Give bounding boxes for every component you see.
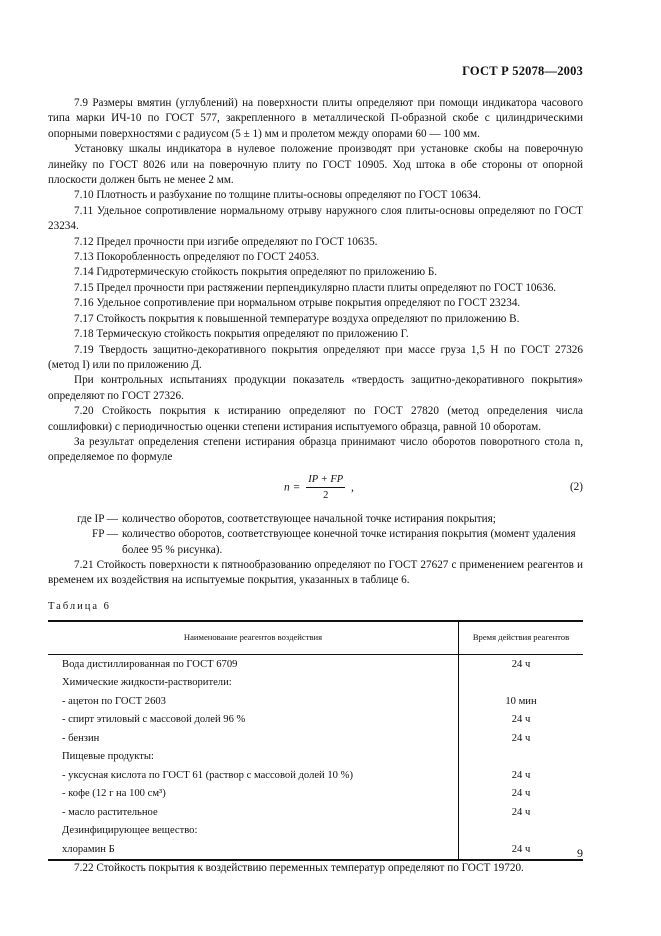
table-row xyxy=(48,766,583,785)
reagent-cell: Вода дистиллированная по ГОСТ 6709 xyxy=(48,655,459,674)
time-cell: 24 ч xyxy=(511,769,531,781)
formula-body xyxy=(284,472,354,504)
reagent-cell: - уксусная кислота по ГОСТ 61 (раствор с массовой долей 10 %) xyxy=(48,766,459,785)
paragraph: 7.22 Стойкость покрытия к воздействию переменных температур определяют по ГОСТ 19720. xyxy=(74,861,524,874)
paragraph: Установку шкалы индикатора в нулевое положение производят при установке скобы на поверочную линейку по ГОСТ 8026 или на поверочную плиту по ГОСТ 10905. Ход штока в обе стороны от опорной плоскости должен быть не менее 2 мм. xyxy=(48,143,583,187)
explanation-text: количество оборотов, соответствующее начальной точке истирания покрытия; xyxy=(122,512,496,525)
table-row xyxy=(48,711,583,730)
document-code: ГОСТ Р 52078—2003 xyxy=(462,64,583,78)
explanation-text: количество оборотов, соответствующее конечной точке истирания покрытия (момент удаления более 95 % рисунка). xyxy=(122,528,576,556)
paragraph: 7.15 Предел прочности при растяжении перпендикулярно пласти плиты определяют по ГОСТ 10636. xyxy=(74,281,557,294)
explanation-row xyxy=(48,512,583,527)
table-row xyxy=(48,803,583,822)
explanation-symbol: где IP — xyxy=(76,512,118,525)
paragraph: 7.19 Твердость защитно-декоративного покрытия определяют при массе груза 1,5 Н по ГОСТ 27326 (метод I) или по приложению Д. xyxy=(48,343,583,371)
table-row xyxy=(48,785,583,804)
reagent-cell: - кофе (12 г на 100 см³) xyxy=(48,785,459,804)
paragraph: 7.10 Плотность и разбухание по толщине плиты-основы определяют по ГОСТ 10634. xyxy=(74,189,481,202)
explanation-row xyxy=(48,527,583,558)
time-cell: 24 ч xyxy=(459,840,584,860)
column-header-reagent: Наименование реагентов воздействия xyxy=(48,621,459,655)
explanation-symbol: FP — xyxy=(91,528,118,541)
page-content xyxy=(48,96,583,876)
reagents-table xyxy=(48,620,583,861)
table-row xyxy=(48,692,583,711)
reagent-cell: Пищевые продукты: xyxy=(48,748,459,767)
formula-fraction xyxy=(306,472,345,504)
reagent-cell: - спирт этиловый с массовой долей 96 % xyxy=(48,711,459,730)
formula-tail: , xyxy=(351,481,354,494)
paragraph: 7.14 Гидротермическую стойкость покрытия определяют по приложению Б. xyxy=(74,266,438,279)
reagent-cell: Дезинфицирующее вещество: xyxy=(48,822,459,841)
time-cell: 24 ч xyxy=(511,714,531,726)
time-cell: 24 ч xyxy=(511,732,531,744)
table-row xyxy=(48,729,583,748)
time-cell xyxy=(459,822,584,841)
table-row xyxy=(48,674,583,693)
time-cell: 24 ч xyxy=(511,658,531,670)
table-row xyxy=(48,822,583,841)
paragraph: 7.20 Стойкость покрытия к истиранию определяют по ГОСТ 27820 (метод определения числа сошлифовки) с периодичностью оценки степени истирания испытуемого образца, равной 10 оборотам. xyxy=(48,405,583,433)
reagent-cell: Химические жидкости-растворители: xyxy=(48,674,459,693)
time-cell xyxy=(459,674,584,693)
formula-number: (2) xyxy=(569,480,583,493)
table-row xyxy=(48,748,583,767)
paragraph: 7.16 Удельное сопротивление при нормальном отрыве покрытия определяют по ГОСТ 23234. xyxy=(74,297,521,310)
time-cell xyxy=(459,748,584,767)
formula-lhs: n = xyxy=(284,481,301,494)
paragraph: 7.12 Предел прочности при изгибе определяют по ГОСТ 10635. xyxy=(74,235,378,248)
reagent-cell: - ацетон по ГОСТ 2603 xyxy=(48,692,459,711)
paragraph: 7.11 Удельное сопротивление нормальному отрыву наружного слоя плиты-основы определяют по ГОСТ 23234. xyxy=(48,204,583,233)
formula-numerator: IP + FP xyxy=(306,472,345,488)
table-header-row xyxy=(48,621,583,655)
table-row xyxy=(48,655,583,674)
paragraph: 7.21 Стойкость поверхности к пятнообразованию определяют по ГОСТ 27627 с применением реагентов и временем их воздействия на испытуемые покрытия, указанных в таблице 6. xyxy=(48,558,583,587)
column-header-time: Время действия реагентов xyxy=(459,621,584,655)
formula-denominator: 2 xyxy=(323,490,329,502)
reagent-cell: - бензин xyxy=(48,729,459,748)
paragraph: 7.18 Термическую стойкость покрытия определяют по приложению Г. xyxy=(74,328,409,341)
formula-2 xyxy=(48,470,583,510)
time-cell: 24 ч xyxy=(511,806,531,818)
reagent-cell: хлорамин Б xyxy=(48,840,459,860)
paragraph: 7.17 Стойкость покрытия к повышенной температуре воздуха определяют по приложению В. xyxy=(74,312,520,325)
reagent-cell: - масло растительное xyxy=(48,803,459,822)
paragraph: 7.9 Размеры вмятин (углублений) на поверхности плиты определяют при помощи индикатора часового типа марки ИЧ-10 по ГОСТ 577, закрепленного в металлической П-образной скобе с цилиндрическими опорными поверхностями с радиусом (5 ± 1) мм и пролетом между опорами 60 — 100 мм. xyxy=(48,97,583,140)
page-number: 9 xyxy=(577,846,583,860)
paragraph: При контрольных испытаниях продукции показатель «твердость защитно-декоративного покрытия» определяют по ГОСТ 27326. xyxy=(48,374,583,402)
paragraph: За результат определения степени истирания образца принимают число оборотов поворотного стола n, определяемое по формуле xyxy=(48,435,583,464)
table-title: Таблица 6 xyxy=(48,600,111,612)
formula-explanation xyxy=(48,512,583,558)
time-cell: 24 ч xyxy=(511,788,531,800)
time-cell: 10 мин xyxy=(505,695,537,707)
paragraph: 7.13 Покоробленность определяют по ГОСТ 24053. xyxy=(74,251,320,264)
table-row xyxy=(48,840,583,860)
